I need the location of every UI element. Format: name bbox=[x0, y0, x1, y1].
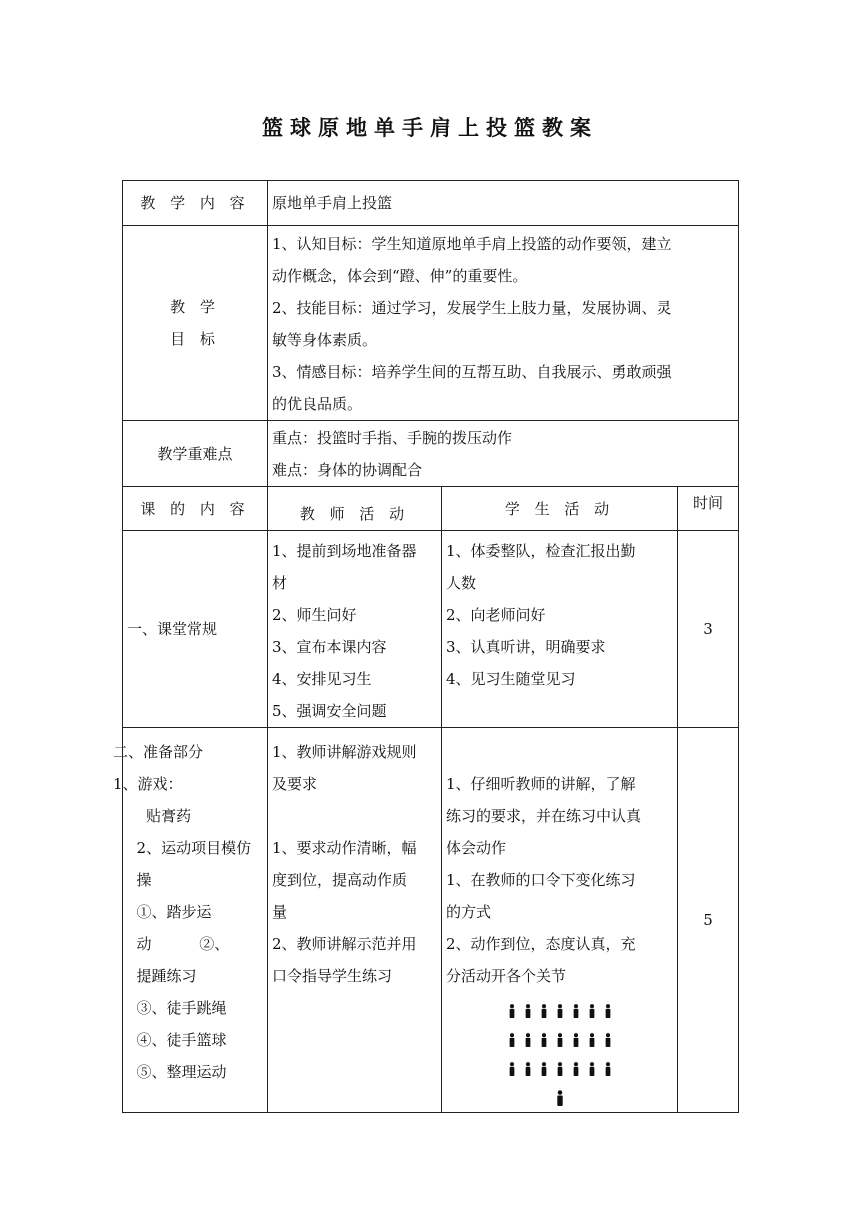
header-time: 时间 bbox=[678, 487, 739, 531]
teacher-figure-icon bbox=[556, 1090, 564, 1106]
table-row bbox=[123, 531, 739, 728]
formation-diagram bbox=[446, 996, 673, 1112]
goals-text bbox=[268, 226, 739, 421]
row-student bbox=[442, 728, 678, 1113]
teacher-line: 及要求 bbox=[272, 775, 318, 793]
student-figure-icon bbox=[508, 1062, 516, 1076]
student-figure-icon bbox=[508, 1004, 516, 1018]
student-line: 人数 bbox=[446, 574, 477, 592]
student-line: 1、体委整队，检查汇报出勤 bbox=[446, 542, 636, 560]
row-time: 3 bbox=[678, 531, 739, 728]
student-line: 1、仔细听教师的讲解，了解 bbox=[446, 775, 636, 793]
header-row bbox=[123, 487, 739, 531]
key-point-line: 重点：投篮时手指、手腕的拨压动作 bbox=[272, 428, 513, 447]
row-content-line: 1、游戏： bbox=[113, 775, 183, 793]
teacher-line: 5、强调安全问题 bbox=[272, 702, 387, 720]
student-formation-row bbox=[446, 996, 673, 1025]
goal-line: 1、认知目标：学生知道原地单手肩上投篮的动作要领，建立 bbox=[272, 235, 672, 253]
goal-line: 2、技能目标：通过学习，发展学生上肢力量，发展协调、灵 bbox=[272, 299, 672, 317]
student-figure-icon bbox=[588, 1062, 596, 1076]
student-figure-icon bbox=[588, 1033, 596, 1047]
row-content bbox=[123, 531, 268, 728]
student-figure-icon bbox=[572, 1004, 580, 1018]
goal-line: 动作概念，体会到“蹬、伸”的重要性。 bbox=[272, 267, 528, 285]
student-formation-row bbox=[446, 1054, 673, 1083]
row-teacher bbox=[268, 531, 442, 728]
student-figure-icon bbox=[540, 1033, 548, 1047]
student-figure-icon bbox=[556, 1062, 564, 1076]
student-figure-icon bbox=[524, 1033, 532, 1047]
student-figure-icon bbox=[524, 1004, 532, 1018]
teacher-position-row bbox=[446, 1083, 673, 1112]
key-points-label: 教学重难点 bbox=[123, 421, 268, 487]
header-teacher: 教 师 活 动 bbox=[268, 487, 442, 531]
content-value: 原地单手肩上投篮 bbox=[268, 181, 739, 226]
header-content: 课 的 内 容 bbox=[123, 487, 268, 531]
student-line: 1、在教师的口令下变化练习 bbox=[446, 871, 636, 889]
student-figure-icon bbox=[556, 1004, 564, 1018]
goal-line: 3、情感目标：培养学生间的互帮互助、自我展示、勇敢顽强 bbox=[272, 363, 672, 381]
student-figure-icon bbox=[588, 1004, 596, 1018]
student-figure-icon bbox=[540, 1004, 548, 1018]
teacher-line: 3、宣布本课内容 bbox=[272, 638, 387, 656]
key-points-row bbox=[123, 421, 739, 487]
header-student: 学 生 活 动 bbox=[442, 487, 678, 531]
key-points-text bbox=[268, 421, 739, 487]
student-figure-icon bbox=[572, 1062, 580, 1076]
row-content-line: 一、课堂常规 bbox=[127, 620, 218, 638]
row-content-line: ⑤、整理运动 bbox=[127, 1063, 227, 1081]
teacher-line: 材 bbox=[272, 574, 288, 592]
goals-label bbox=[123, 226, 268, 421]
student-line: 体会动作 bbox=[446, 839, 507, 857]
row-content-line: 二、准备部分 bbox=[113, 743, 204, 761]
row-content-line: 提踵练习 bbox=[127, 967, 197, 985]
goals-label-line1: 教 学 bbox=[170, 298, 220, 316]
teacher-line: 4、安排见习生 bbox=[272, 670, 372, 688]
student-figure-icon bbox=[508, 1033, 516, 1047]
goal-line: 敏等身体素质。 bbox=[272, 331, 378, 349]
page-title: 篮球原地单手肩上投篮教案 bbox=[262, 116, 598, 140]
row-content-line: 操 bbox=[127, 871, 152, 889]
student-line: 2、向老师问好 bbox=[446, 606, 546, 624]
teacher-line: 度到位，提高动作质 bbox=[272, 871, 408, 889]
student-figure-icon bbox=[604, 1062, 612, 1076]
row-time: 5 bbox=[678, 728, 739, 1113]
row-content-line: 动 ②、 bbox=[127, 935, 230, 953]
student-figure-icon bbox=[540, 1062, 548, 1076]
row-content-line: 2、运动项目模仿 bbox=[127, 839, 252, 857]
row-content-line: ①、踏步运 bbox=[127, 903, 212, 921]
table-row bbox=[123, 728, 739, 1113]
row-content-line: 贴膏药 bbox=[127, 807, 192, 825]
lesson-plan-table bbox=[113, 180, 739, 1113]
teacher-line: 量 bbox=[272, 903, 288, 921]
teacher-line: 1、要求动作清晰，幅 bbox=[272, 839, 417, 857]
goals-label-line2: 目 标 bbox=[170, 330, 220, 348]
student-line: 的方式 bbox=[446, 903, 492, 921]
teacher-line: 2、师生问好 bbox=[272, 606, 357, 624]
goals-row bbox=[123, 226, 739, 421]
teacher-line: 2、教师讲解示范并用 bbox=[272, 935, 417, 953]
student-figure-icon bbox=[572, 1033, 580, 1047]
student-figure-icon bbox=[524, 1062, 532, 1076]
student-line: 分活动开各个关节 bbox=[446, 967, 567, 985]
student-figure-icon bbox=[604, 1004, 612, 1018]
row-content bbox=[113, 728, 268, 1113]
student-figure-icon bbox=[556, 1033, 564, 1047]
teacher-line: 口令指导学生练习 bbox=[272, 967, 393, 985]
student-line: 练习的要求，并在练习中认真 bbox=[446, 807, 642, 825]
student-formation-row bbox=[446, 1025, 673, 1054]
goal-line: 的优良品质。 bbox=[272, 395, 363, 413]
student-line: 2、动作到位，态度认真，充 bbox=[446, 935, 636, 953]
content-row bbox=[123, 181, 739, 226]
student-line: 3、认真听讲，明确要求 bbox=[446, 638, 606, 656]
teacher-gap bbox=[272, 800, 437, 832]
teacher-line: 1、提前到场地准备器 bbox=[272, 542, 417, 560]
row-teacher bbox=[268, 728, 442, 1113]
content-label: 教 学 内 容 bbox=[123, 181, 268, 226]
row-student bbox=[442, 531, 678, 728]
key-point-line: 难点：身体的协调配合 bbox=[272, 460, 423, 479]
teacher-line: 1、教师讲解游戏规则 bbox=[272, 743, 417, 761]
row-content-line: ③、徒手跳绳 bbox=[127, 999, 227, 1017]
student-line: 4、见习生随堂见习 bbox=[446, 670, 576, 688]
row-content-line: ④、徒手篮球 bbox=[127, 1031, 227, 1049]
student-figure-icon bbox=[604, 1033, 612, 1047]
